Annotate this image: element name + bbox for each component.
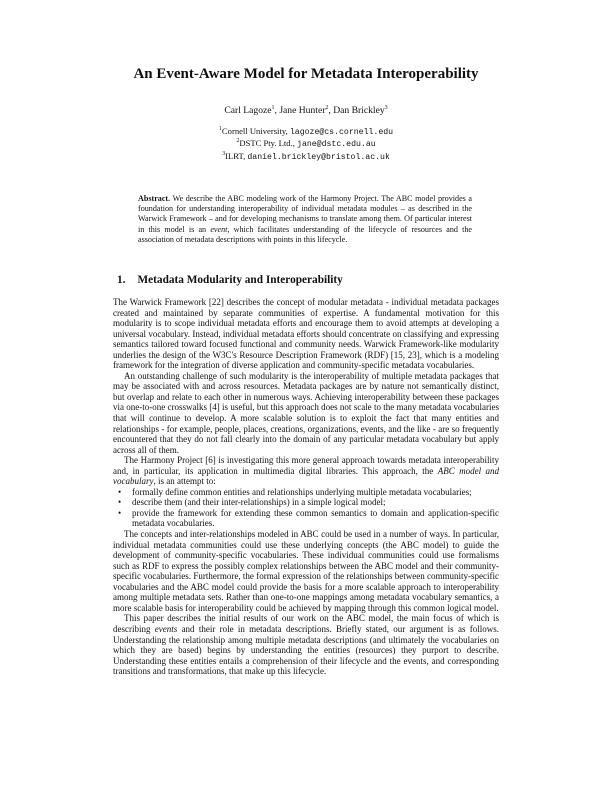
list-item-text: formally define common entities and relationships underlying multiple metadata vocabularies; (132, 486, 472, 497)
abstract-emphasis: event (210, 224, 228, 234)
list-item (113, 497, 499, 508)
paragraph: The Warwick Framework [22] describes the concept of modular metadata - individual metadata packages created and maintained by separate communities of expertise. A fundamental motivation for this modularity is to scope individual metadata efforts and encourage them to avoid attempts at developing a universal vocabulary. Instead, individual metadata efforts should concentrate on classifying and expressing semantics tailored toward focused functional and community needs. Warwick Framework-like modularity underlies the design of the W3C's Resource Description Framework (RDF) [15, 23], which is a modeling framework for the integration of diverse application and community-specific metadata vocabularies. (113, 297, 499, 371)
affil-mark: 2 (236, 138, 240, 145)
affil-mark: 1 (218, 126, 222, 133)
abstract-label: Abstract. (138, 194, 171, 203)
affiliation-list (0, 126, 612, 163)
bullet-icon: • (118, 497, 122, 508)
author-name: Carl Lagoze (224, 105, 272, 116)
paragraph (113, 613, 499, 676)
affil-org: Cornell University, (221, 126, 290, 136)
bullet-icon: • (118, 507, 122, 518)
paragraph (113, 455, 499, 487)
author-affil-mark: 3 (384, 104, 388, 111)
list-item-text: describe them (and their inter-relationships) in a simple logical model; (132, 497, 386, 508)
affil-email[interactable]: daniel.brickley@bristol.ac.uk (247, 152, 390, 162)
paragraph-text: and their role in metadata descriptions. Briefly stated, our argument is as follows. Understanding the relationship among multiple metadata descriptions (and ultimately the vocabularies on which they are based) begins by understanding the entities (resources) they purport to describe. Understanding these entities entails a comprehension of their lifecycle and the events, and corresponding transitions and transformations, that make up this lifecycle. (113, 623, 499, 677)
paragraph-emphasis: ABC model and vocabulary (113, 465, 499, 487)
author-list: Carl Lagoze$^1$, Jane Hunter$^2$, Dan Brickley$^3$ (224, 104, 388, 116)
author-name: Dan Brickley (333, 105, 385, 116)
affil-email[interactable]: jane@dstc.edu.au (297, 140, 376, 150)
abstract-text: , which facilitates understanding of the lifecycle of resources and the association of metadata descriptions with points in this lifecycle. (138, 224, 473, 244)
author-affil-mark: 2 (325, 104, 329, 111)
section-number: 1. (117, 274, 126, 286)
paragraph-text: , is an attempt to: (153, 476, 216, 487)
bullet-icon: • (118, 486, 122, 497)
affil-org: DSTC Pty. Ltd., (239, 138, 298, 149)
section-title: Metadata Modularity and Interoperability (137, 274, 343, 286)
bullet-list (113, 487, 499, 529)
list-item-text: provide the framework for extending these common semantics to domain and application-specific metadata vocabularies. (132, 507, 499, 529)
author-name: Jane Hunter (279, 105, 326, 116)
abstract (138, 194, 472, 245)
list-item (113, 487, 499, 498)
list-item (113, 508, 499, 529)
paragraph: An outstanding challenge of such modularity is the interoperability of multiple metadata packages that may be associated with and across resources. Metadata packages are by nature not semantically distinct, but overlap and relate to each other in numerous ways. Achieving interoperability between these packages via one-to-one crosswalks [4] is useful, but this approach does not scale to the many metadata vocabularies that will continue to develop. A more scalable solution is to exploit the fact that many entities and relationships - for example, people, places, creations, organizations, events, and the like - are so frequently encountered that they do not fall clearly into the domain of any particular metadata vocabulary but apply across all of them. (113, 370, 499, 455)
affiliation (0, 151, 612, 163)
affil-email[interactable]: lagoze@cs.cornell.edu (289, 128, 394, 137)
section-heading (117, 274, 343, 286)
paragraph-text: This paper describes the initial results of our work on the ABC model, the main focus of which is describing (113, 613, 499, 634)
paragraph-text: The Harmony Project [6] is investigating this more general approach towards metadata interoperability and, in particular, its application in multimedia digital libraries. This approach, the (113, 455, 499, 476)
body-text (113, 297, 499, 677)
author-affil-mark: 1 (271, 104, 275, 111)
paragraph: The concepts and inter-relationships modeled in ABC could be used in a number of ways. In particular, individual metadata communities could use these underlying concepts (the ABC model) to guide the development of community-specific vocabularies. These individual communities could use formalisms such as RDF to express the possibly complex relationships between the ABC model and their community-specific vocabularies. Furthermore, the formal expression of the relationships between community-specific vocabularies and the ABC model could provide the basis for a more scalable approach to interoperability among multiple metadata sets. Rather than one-to-one mappings among metadata vocabulary semantics, a more scalable basis for interoperability could be achieved by mapping through this common logical model. (113, 529, 499, 613)
affiliation (0, 138, 612, 150)
affiliation (0, 126, 612, 138)
paper-title: An Event-Aware Model for Metadata Interoperability (133, 66, 479, 82)
paragraph-emphasis: events (154, 623, 178, 634)
affil-org: ILRT, (225, 150, 248, 161)
abstract-text: We describe the ABC modeling work of the Harmony Project. The ABC model provides a foundation for understanding interoperability of individual metadata modules – as described in the Warwick Framework – and for developing mechanisms to translate among them. Of particular interest in this model is an (138, 194, 472, 234)
affil-mark: 3 (222, 150, 226, 157)
